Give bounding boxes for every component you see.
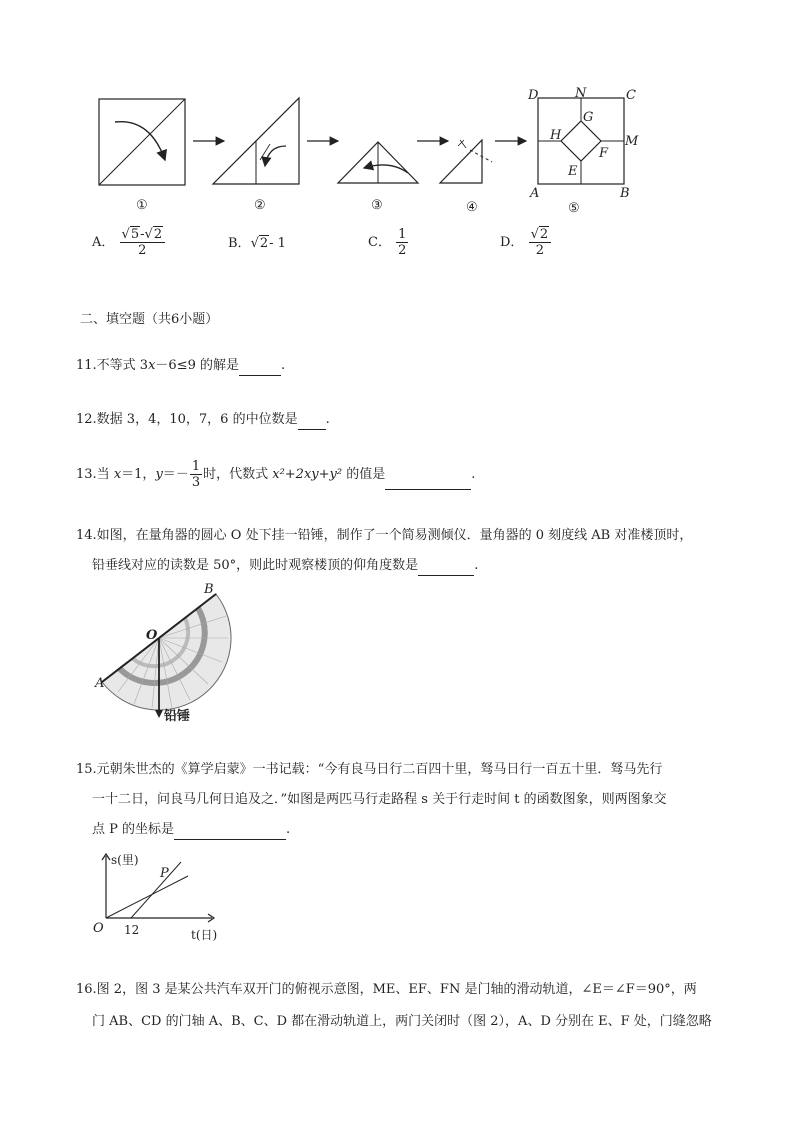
label-A: A xyxy=(530,186,540,201)
question-16-line1: 16.图 2，图 3 是某公共汽车双开门的俯视示意图，ME、EF、FN 是门轴的滑动轨道，∠E＝∠F＝90°，两 xyxy=(76,982,697,997)
answer-blank-11[interactable] xyxy=(239,361,281,376)
section-title: 二、填空题（共6小题） xyxy=(80,312,219,327)
protractor-label-weight: 铅锤 xyxy=(164,709,191,724)
graph-point-P: P xyxy=(160,866,169,881)
protractor-label-O: O xyxy=(146,628,158,643)
fold-step-4 xyxy=(440,140,492,183)
question-15-line2: 一十二日，问良马几何日追及之．”如图是两匹马行走路程 s 关于行走时间 t 的函数图象，则两图象交 xyxy=(92,792,667,807)
question-14-line1: 14.如图，在量角器的圆心 O 处下挂一铅锤，制作了一个简易测倾仪．量角器的 0 刻度线 AB 对准楼顶时， xyxy=(76,528,693,543)
protractor-figure xyxy=(90,580,250,725)
step-label-5: ⑤ xyxy=(568,201,580,216)
step-label-2: ② xyxy=(254,198,266,213)
graph-xlabel: t(日) xyxy=(191,928,218,942)
answer-blank-12[interactable] xyxy=(298,415,326,430)
answer-blank-14[interactable] xyxy=(418,561,474,576)
label-M: M xyxy=(625,134,639,149)
protractor-label-A: A xyxy=(95,676,105,691)
option-d[interactable]: D． $\frac{√2}{2}$ xyxy=(500,227,552,258)
option-c[interactable]: C． $\frac{1}{2}$ xyxy=(368,227,407,258)
fold-step-1 xyxy=(99,99,185,185)
option-b[interactable]: B．√2- 1 xyxy=(228,236,286,251)
step-label-1: ① xyxy=(136,198,148,213)
slow-horse-line xyxy=(106,876,188,918)
step-label-4: ④ xyxy=(466,200,478,215)
answer-blank-13[interactable] xyxy=(385,475,471,490)
question-12: 12.数据 3，4，10，7，6 的中位数是 . xyxy=(76,410,330,430)
option-a[interactable]: A． $\frac{√5-√2}{2}$ xyxy=(92,227,166,258)
fold-step-3 xyxy=(338,142,418,183)
label-C: C xyxy=(626,88,636,103)
question-11: 11.不等式 3x－6≤9 的解是 . xyxy=(76,356,285,376)
label-N: N xyxy=(575,86,587,101)
label-F: F xyxy=(599,146,609,161)
label-D: D xyxy=(528,88,539,103)
question-16-line2: 门 AB、CD 的门轴 A、B、C、D 都在滑动轨道上，两门关闭时（图 2），A、D 分别在 E、F 处，门缝忽略 xyxy=(92,1014,712,1029)
graph-ylabel: s(里) xyxy=(111,853,139,867)
question-14-line2: 铅垂线对应的读数是 50°，则此时观察楼顶的仰角度数是 . xyxy=(92,556,478,576)
label-H: H xyxy=(550,128,562,143)
question-13: 13.当 x＝1，y＝－ $\frac{1}{3}$ 时，代数式 x²+2xy+y² 的值是 . xyxy=(76,459,476,490)
label-G: G xyxy=(583,110,594,125)
question-15-line3: 点 P 的坐标是 . xyxy=(92,820,290,840)
protractor-label-B: B xyxy=(204,582,214,597)
graph-origin: O xyxy=(93,921,104,936)
fast-horse-line xyxy=(131,862,181,918)
answer-blank-15[interactable] xyxy=(174,825,286,840)
question-15-line1: 15.元朝朱世杰的《算学启蒙》一书记载：“今有良马日行二百四十里，驽马日行一百五十里．驽马先行 xyxy=(76,762,663,777)
label-B: B xyxy=(620,186,630,201)
step-label-3: ③ xyxy=(371,198,383,213)
label-E: E xyxy=(568,164,578,179)
fold-step-2 xyxy=(213,98,299,184)
graph-tick-12: 12 xyxy=(124,923,140,937)
folding-figure xyxy=(90,80,650,220)
